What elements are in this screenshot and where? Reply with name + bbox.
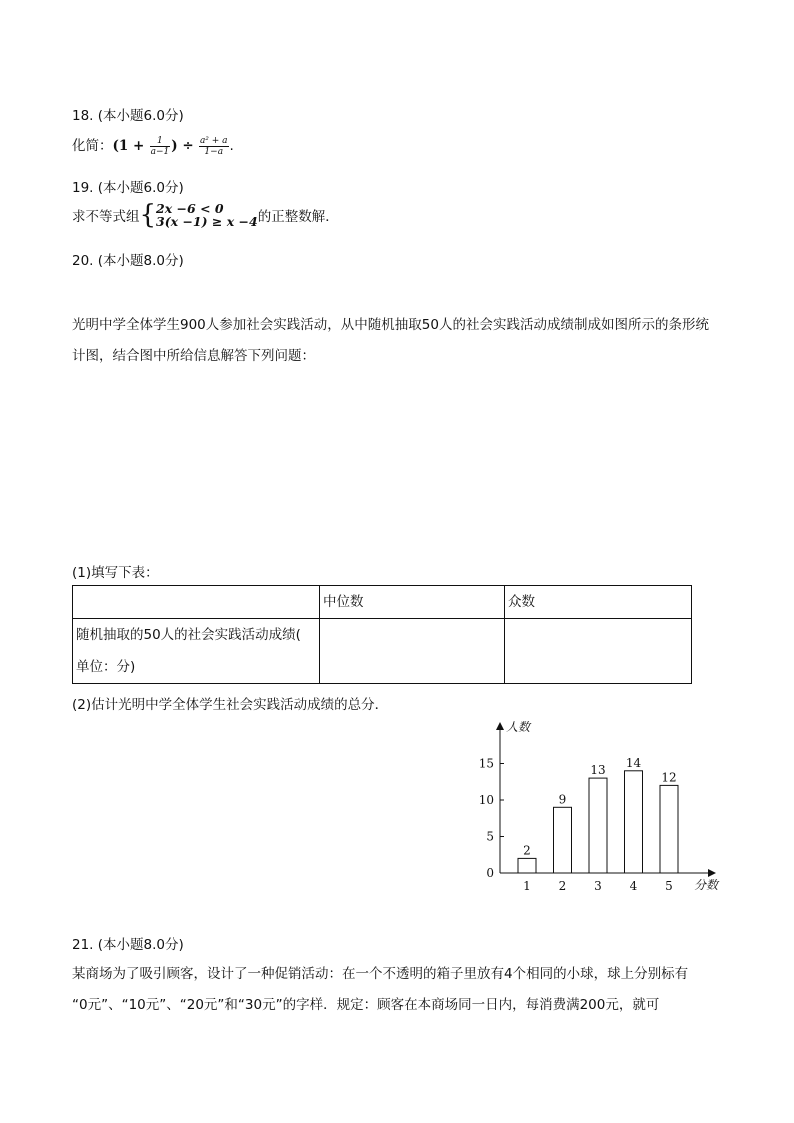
bar-value-label: 2 xyxy=(523,843,531,858)
y-tick-label: 0 xyxy=(486,866,494,880)
table-row xyxy=(73,619,692,684)
bar-value-label: 14 xyxy=(625,755,642,770)
q21-text-line2: “0元”、“10元”、“20元”和“30元”的字样．规定：顾客在本商场同一日内，每消费满200元，就可 xyxy=(72,997,660,1013)
y-axis-label: 人数 xyxy=(506,720,531,734)
q18-frac1-num: 1 xyxy=(150,136,171,147)
q20-text-line1: 光明中学全体学生900人参加社会实践活动，从中随机抽取50人的社会实践活动成绩制成如图所示的条形统 xyxy=(72,317,709,333)
q18-fraction-2 xyxy=(199,136,229,157)
y-tick-label: 10 xyxy=(478,793,494,807)
q18-frac2-num: a² + a xyxy=(199,135,228,146)
q18-frac1-den: a−1 xyxy=(150,146,170,157)
bar xyxy=(554,807,572,873)
x-axis-label: 分数 xyxy=(694,878,719,892)
q21-header: 21. (本小题8.0分) xyxy=(72,937,184,953)
q19-system xyxy=(156,202,258,228)
x-tick-label: 4 xyxy=(629,879,638,893)
answer-table xyxy=(72,585,692,684)
mode-answer-cell[interactable] xyxy=(505,619,692,684)
table-header-empty xyxy=(73,586,320,619)
y-tick-label: 15 xyxy=(478,756,494,771)
table-row-label xyxy=(73,619,320,684)
q19-suffix: 的正整数解． xyxy=(257,209,339,225)
x-tick-label: 5 xyxy=(665,879,673,893)
q18-left-paren: (1 + xyxy=(112,138,145,154)
q18-prefix: 化简： xyxy=(72,138,113,154)
y-tick-label: 5 xyxy=(486,829,494,844)
q20-part1: (1)填写下表： xyxy=(72,565,159,581)
q20-text-line2: 计图，结合图中所给信息解答下列问题： xyxy=(72,348,315,364)
bar-value-label: 12 xyxy=(661,770,677,785)
table-header-mode: 众数 xyxy=(505,586,692,619)
bar xyxy=(589,778,607,873)
bar xyxy=(660,785,678,873)
q21-text-line1: 某商场为了吸引顾客，设计了一种促销活动：在一个不透明的箱子里放有4个相同的小球，球上分别标有 xyxy=(72,966,689,982)
q18-header: 18. (本小题6.0分) xyxy=(72,108,184,124)
table-row-label-line1: 随机抽取的50人的社会实践活动成绩( xyxy=(76,627,301,643)
q19-body xyxy=(72,202,339,228)
q18-body xyxy=(72,134,234,157)
q20-part2: (2)估计光明中学全体学生社会实践活动成绩的总分． xyxy=(72,697,389,713)
x-tick-label: 3 xyxy=(594,879,602,893)
q18-frac2-den: 1−a xyxy=(204,146,224,157)
q18-end: . xyxy=(229,138,234,154)
q19-prefix: 求不等式组 xyxy=(72,209,140,225)
bar-chart xyxy=(470,718,730,898)
table-row-label-line2: 单位：分) xyxy=(76,659,136,675)
bar-value-label: 13 xyxy=(590,763,606,778)
x-tick-label: 1 xyxy=(523,879,531,893)
q19-inequality-1: 2x −6 < 0 xyxy=(156,201,224,216)
table-header-row xyxy=(73,586,692,619)
bar xyxy=(518,858,536,873)
median-answer-cell[interactable] xyxy=(320,619,505,684)
bar-value-label: 9 xyxy=(558,792,567,807)
table-header-median: 中位数 xyxy=(320,586,505,619)
x-tick-label: 2 xyxy=(558,879,567,893)
q19-inequality-2: 3(x −1) ≥ x −4 xyxy=(156,214,258,229)
q20-header: 20. (本小题8.0分) xyxy=(72,253,184,269)
bar xyxy=(625,771,643,873)
q19-header: 19. (本小题6.0分) xyxy=(72,180,184,196)
q18-fraction-1 xyxy=(150,136,171,157)
q19-brace: { xyxy=(139,200,157,230)
q18-divide: ) ÷ xyxy=(171,138,194,154)
